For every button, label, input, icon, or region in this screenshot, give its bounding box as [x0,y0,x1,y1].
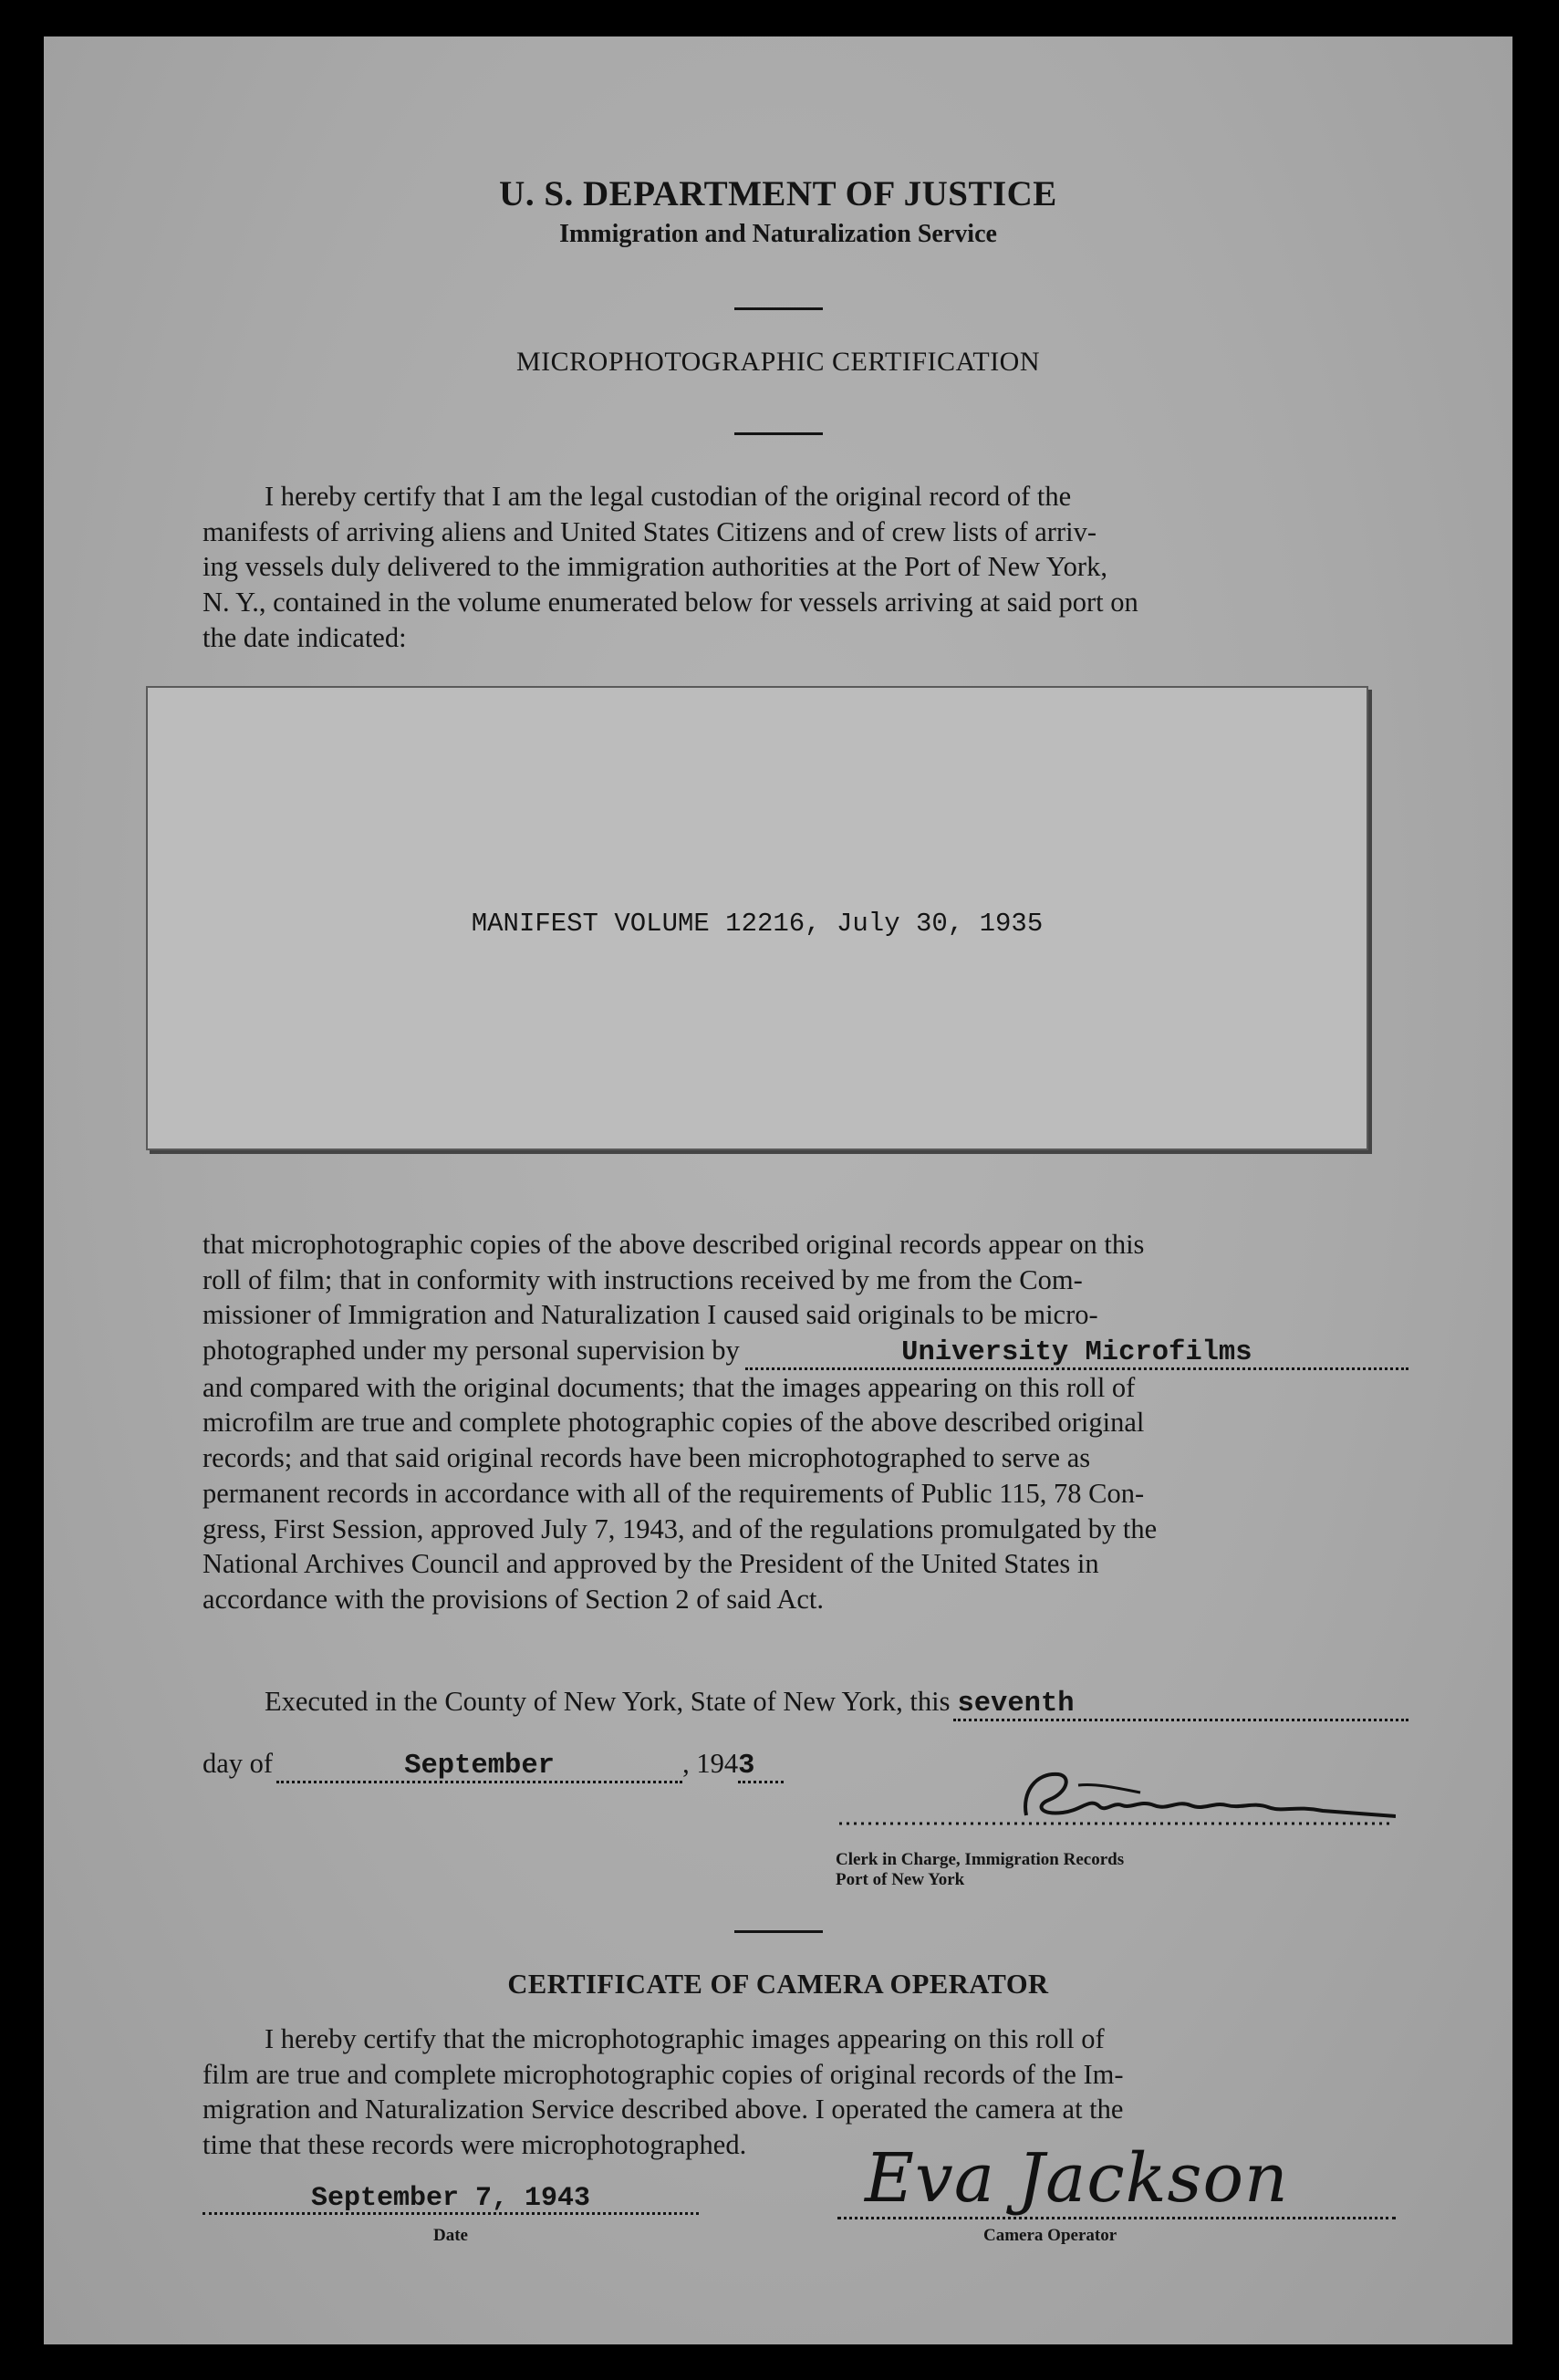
camera-date-value: September 7, 1943 [310,2183,591,2214]
camera-date-label: Date [433,2226,468,2245]
divider [734,307,823,310]
certificate-sheet [44,36,1512,2344]
intro-line: manifests of arriving aliens and United States Citizens and of crew lists of arriv- [203,515,1096,547]
camera-line: film are true and complete microphotographic copies of original records of the Im- [203,2058,1124,2090]
intro-line: the date indicated: [203,621,407,653]
operator-label: Camera Operator [983,2226,1117,2245]
clerk-caption [836,1850,1124,1890]
divider [734,432,823,435]
intro-paragraph [203,479,1408,656]
body-line: permanent records in accordance with all of the requirements of Public 115, 78 Con- [203,1477,1145,1509]
department-title: U. S. DEPARTMENT OF JUSTICE [499,174,1057,213]
clerk-title: Clerk in Charge, Immigration Records [836,1850,1125,1869]
day-value: seventh [957,1689,1075,1720]
clerk-signature [839,1765,1396,1834]
supervision-line [203,1333,1408,1370]
body-line: gress, First Session, approved July 7, 1943, and of the regulations promulgated by the [203,1512,1158,1544]
body-line: missioner of Immigration and Naturalization I caused said originals to be micro- [203,1299,1098,1331]
certification-title: MICROPHOTOGRAPHIC CERTIFICATION [515,347,1041,377]
intro-line: N. Y., contained in the volume enumerated below for vessels arriving at said port on [203,587,1138,618]
manifest-card [146,686,1368,1150]
body-line: National Archives Council and approved by the President of the United States in [203,1548,1099,1580]
body-line: that microphotographic copies of the above described original records appear on this [203,1229,1145,1260]
executed-line [203,1684,1408,1721]
camera-line: I hereby certify that the microphotographic images appearing on this roll of [265,2023,1105,2054]
supervisor-field [745,1336,1408,1370]
supervision-prefix: photographed under my personal supervision by [203,1335,740,1367]
camera-line: migration and Naturalization Service described above. I operated the camera at the [203,2094,1124,2125]
day-of-label: day of [203,1748,274,1779]
year-field [738,1750,784,1783]
executed-prefix: Executed in the County of New York, State of New York, this [265,1686,951,1717]
year-digit: 3 [738,1751,755,1782]
service-subtitle: Immigration and Naturalization Service [559,220,997,248]
body-line: microfilm are true and complete photographic copies of the above described original [203,1407,1145,1439]
year-prefix: , 194 [682,1748,739,1779]
body-line: roll of film; that in conformity with instructions received by me from the Com- [203,1263,1083,1295]
body-line: and compared with the original documents; that the images appearing on this roll of [203,1371,1136,1403]
camera-line: time that these records were microphotographed. [203,2129,747,2161]
camera-certificate-title: CERTIFICATE OF CAMERA OPERATOR [507,1969,1049,2000]
month-value: September [404,1751,555,1782]
month-field [276,1750,682,1783]
supervisor-value: University Microfilms [901,1337,1252,1369]
header [44,173,1512,249]
intro-line: I hereby certify that I am the legal custodian of the original record of the [265,481,1072,512]
clerk-port: Port of New York [836,1869,965,1889]
operator-signature: Eva Jackson [865,2139,1289,2218]
body-line: accordance with the provisions of Section 2 of said Act. [203,1584,824,1616]
manifest-volume: MANIFEST VOLUME 12216, July 30, 1935 [471,909,1044,939]
certification-body [203,1227,1408,1617]
body-line: records; and that said original records have been microphotographed to serve as [203,1442,1091,1474]
intro-line: ing vessels duly delivered to the immigration authorities at the Port of New York, [203,551,1107,583]
divider [734,1930,823,1933]
camera-date-field [203,2185,699,2215]
date-line [203,1746,896,1783]
day-field [953,1688,1408,1721]
